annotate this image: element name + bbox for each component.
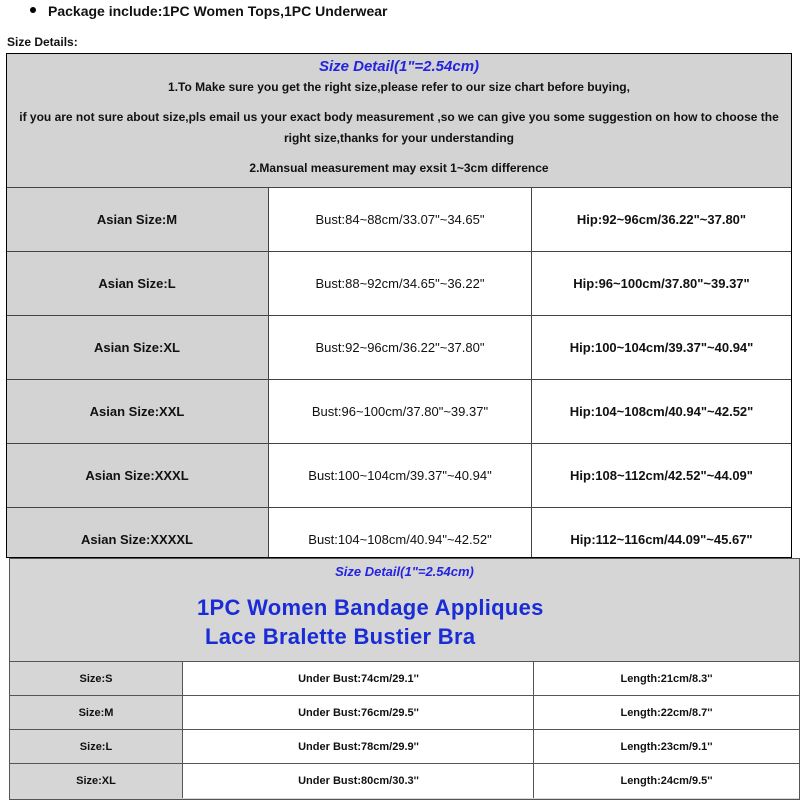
under-bust-cell: Under Bust:80cm/30.3'' xyxy=(182,764,534,798)
product-title-line-2: Lace Bralette Bustier Bra xyxy=(205,624,476,649)
product-title-line-1: 1PC Women Bandage Appliques xyxy=(197,595,544,620)
size-cell: Asian Size:XXL xyxy=(7,380,267,443)
bust-cell: Bust:92~96cm/36.22"~37.80" xyxy=(268,316,531,379)
size-detail-title: Size Detail(1"=2.54cm) xyxy=(318,58,480,75)
length-cell: Length:23cm/9.1'' xyxy=(533,730,799,763)
bust-cell: Bust:104~108cm/40.94"~42.52" xyxy=(268,508,531,558)
size-cell: Asian Size:XXXL xyxy=(7,444,267,507)
size-cell: Asian Size:XXXXL xyxy=(7,508,267,558)
table-row xyxy=(10,764,799,798)
asian-size-table-header xyxy=(7,54,791,188)
product-title xyxy=(197,593,544,651)
size-details-label: Size Details: xyxy=(7,35,78,49)
package-include-text: Package include:1PC Women Tops,1PC Underwear xyxy=(48,3,388,19)
bullet-icon xyxy=(30,7,36,13)
table-row xyxy=(7,444,791,508)
hip-cell: Hip:112~116cm/44.09"~45.67" xyxy=(531,508,791,558)
size-cell: Size:XL xyxy=(10,764,182,798)
length-cell: Length:22cm/8.7'' xyxy=(533,696,799,729)
bust-cell: Bust:88~92cm/34.65"~36.22" xyxy=(268,252,531,315)
hip-cell: Hip:104~108cm/40.94"~42.52" xyxy=(531,380,791,443)
under-bust-cell: Under Bust:78cm/29.9'' xyxy=(182,730,534,763)
under-bust-cell: Under Bust:74cm/29.1'' xyxy=(182,662,534,695)
hip-cell: Hip:92~96cm/36.22"~37.80" xyxy=(531,188,791,251)
table-row xyxy=(7,188,791,252)
table-row xyxy=(7,508,791,558)
hip-cell: Hip:100~104cm/39.37"~40.94" xyxy=(531,316,791,379)
table-row xyxy=(10,730,799,764)
bra-size-table xyxy=(9,558,800,800)
size-cell: Asian Size:XL xyxy=(7,316,267,379)
length-cell: Length:24cm/9.5'' xyxy=(533,764,799,798)
under-bust-cell: Under Bust:76cm/29.5'' xyxy=(182,696,534,729)
table-row xyxy=(7,252,791,316)
table-row xyxy=(7,380,791,444)
bust-cell: Bust:100~104cm/39.37"~40.94" xyxy=(268,444,531,507)
size-cell: Size:L xyxy=(10,730,182,763)
asian-size-table xyxy=(6,53,792,558)
bra-size-table-header xyxy=(10,559,799,662)
size-cell: Asian Size:L xyxy=(7,252,267,315)
size-cell: Asian Size:M xyxy=(7,188,267,251)
table-row xyxy=(10,662,799,696)
package-include-line xyxy=(30,3,387,19)
size-note-1: 1.To Make sure you get the right size,please refer to our size chart before buying, xyxy=(168,80,630,94)
bust-cell: Bust:96~100cm/37.80"~39.37" xyxy=(268,380,531,443)
size-note-3: 2.Mansual measurement may exsit 1~3cm difference xyxy=(249,161,549,175)
bust-cell: Bust:84~88cm/33.07"~34.65" xyxy=(268,188,531,251)
hip-cell: Hip:96~100cm/37.80"~39.37" xyxy=(531,252,791,315)
table-row xyxy=(7,316,791,380)
size-cell: Size:S xyxy=(10,662,182,695)
size-cell: Size:M xyxy=(10,696,182,729)
length-cell: Length:21cm/8.3'' xyxy=(533,662,799,695)
hip-cell: Hip:108~112cm/42.52"~44.09" xyxy=(531,444,791,507)
table-row xyxy=(10,696,799,730)
size-note-2: if you are not sure about size,pls email us your exact body measurement ,so we can give you some suggestion on how to choose the right size,thanks for your understanding xyxy=(19,110,779,145)
bra-size-detail-title: Size Detail(1"=2.54cm) xyxy=(335,564,474,579)
